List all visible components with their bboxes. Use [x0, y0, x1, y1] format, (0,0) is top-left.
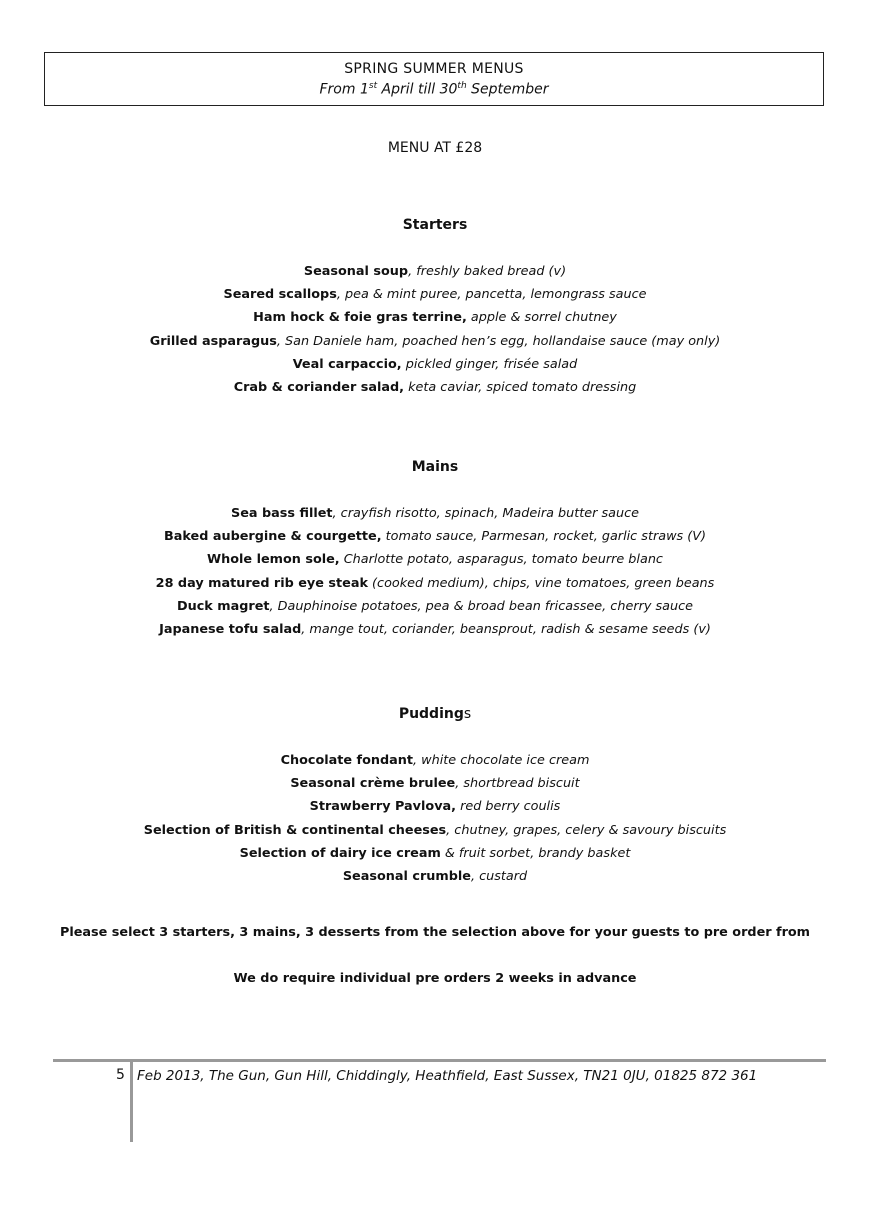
menu-header-title: SPRING SUMMER MENUS [344, 61, 524, 77]
menu-item [0, 525, 870, 548]
item-name: 28 day matured rib eye steak [155, 575, 368, 591]
item-name: Chocolate fondant [280, 753, 413, 768]
item-description: & fruit sorbet, brandy basket [440, 845, 631, 861]
date-range-prefix: From 1 [319, 81, 369, 98]
menu-item [0, 306, 870, 329]
item-name: Seasonal crumble [342, 869, 471, 885]
item-name: Ham hock & foie gras terrine, [253, 310, 467, 326]
item-name: Seared scallops [223, 287, 337, 303]
date-range-mid: April till 30 [377, 81, 458, 98]
menu-item [0, 502, 870, 525]
item-description: , Dauphinoise potatoes, pea & broad bean fricassee, cherry sauce [269, 598, 694, 614]
item-name: Sea bass fillet [231, 506, 333, 521]
mains-title: Mains [411, 459, 459, 475]
item-description: (cooked medium), chips, vine tomatoes, green beans [367, 575, 715, 591]
item-description: , freshly baked bread (v) [408, 264, 567, 279]
item-description: keta caviar, spiced tomato dressing [404, 380, 637, 396]
date-range-suffix: September [466, 81, 549, 98]
item-name: Seasonal soup [303, 264, 409, 279]
menu-item [0, 819, 870, 842]
item-description: tomato sauce, Parmesan, rocket, garlic straws (V) [381, 529, 707, 545]
footer-address: Feb 2013, The Gun, Gun Hill, Chiddingly, Heathfield, East Sussex, TN21 0JU, 01825 872 361 [137, 1068, 758, 1084]
menu-item [0, 353, 870, 376]
item-name: Whole lemon sole, [207, 552, 340, 568]
item-description: Charlotte potato, asparagus, tomato beurre blanc [339, 552, 663, 568]
menu-item [0, 330, 870, 353]
starters-list [0, 260, 870, 399]
menu-item [0, 376, 870, 399]
menu-item [0, 865, 870, 888]
menu-item [0, 772, 870, 795]
menu-item [0, 618, 870, 641]
menu-item [0, 749, 870, 772]
date-range-sup-end: th [457, 81, 467, 91]
menu-item [0, 572, 870, 595]
preorder-note: We do require individual pre orders 2 weeks in advance [233, 971, 637, 986]
item-description: , mange tout, coriander, beansprout, radish & sesame seeds (v) [301, 622, 711, 638]
mains-list [0, 502, 870, 641]
item-name: Duck magret [176, 598, 270, 614]
menu-header-box [44, 52, 824, 106]
puddings-title [0, 706, 870, 722]
item-description: apple & sorrel chutney [466, 310, 617, 326]
puddings-list [0, 749, 870, 888]
item-description: , chutney, grapes, celery & savoury biscuits [446, 822, 727, 838]
puddings-title-main: Pudding [398, 706, 464, 722]
item-description: , shortbread biscuit [455, 776, 580, 792]
item-name: Strawberry Pavlova, [309, 799, 457, 815]
item-name: Grilled asparagus [149, 333, 277, 349]
item-description: red berry coulis [456, 799, 561, 815]
item-description: , custard [470, 869, 528, 885]
item-description: , San Daniele ham, poached hen’s egg, hollandaise sauce (may only) [276, 333, 721, 349]
item-name: Selection of British & continental cheeses [143, 822, 447, 838]
puddings-title-tail: s [463, 706, 472, 722]
item-name: Japanese tofu salad [159, 622, 302, 638]
item-name: Veal carpaccio, [292, 356, 402, 372]
footer-divider [53, 1059, 826, 1062]
item-name: Crab & coriander salad, [233, 380, 405, 396]
menu-item [0, 260, 870, 283]
item-name: Seasonal crème brulee [290, 776, 456, 792]
item-description: pickled ginger, frisée salad [401, 356, 578, 372]
item-description: , crayfish risotto, spinach, Madeira butter sauce [332, 506, 639, 521]
menu-item [0, 283, 870, 306]
starters-section [0, 217, 870, 399]
puddings-section [0, 706, 870, 888]
menu-item [0, 595, 870, 618]
menu-item [0, 548, 870, 571]
menu-item [0, 842, 870, 865]
menu-date-range [45, 81, 823, 98]
mains-section [0, 459, 870, 641]
date-range-sup-start: st [368, 81, 378, 91]
selection-note: Please select 3 starters, 3 mains, 3 desserts from the selection above for your guests to pre order from [59, 925, 811, 940]
item-name: Baked aubergine & courgette, [163, 529, 382, 545]
item-name: Selection of dairy ice cream [239, 845, 441, 861]
page-number: 5 [116, 1067, 125, 1083]
item-description: , white chocolate ice cream [413, 753, 590, 768]
footer-vertical-divider [130, 1062, 133, 1142]
menu-item [0, 795, 870, 818]
starters-title: Starters [402, 217, 468, 233]
menu-price: MENU AT £28 [387, 140, 483, 156]
item-description: , pea & mint puree, pancetta, lemongrass sauce [336, 287, 647, 303]
